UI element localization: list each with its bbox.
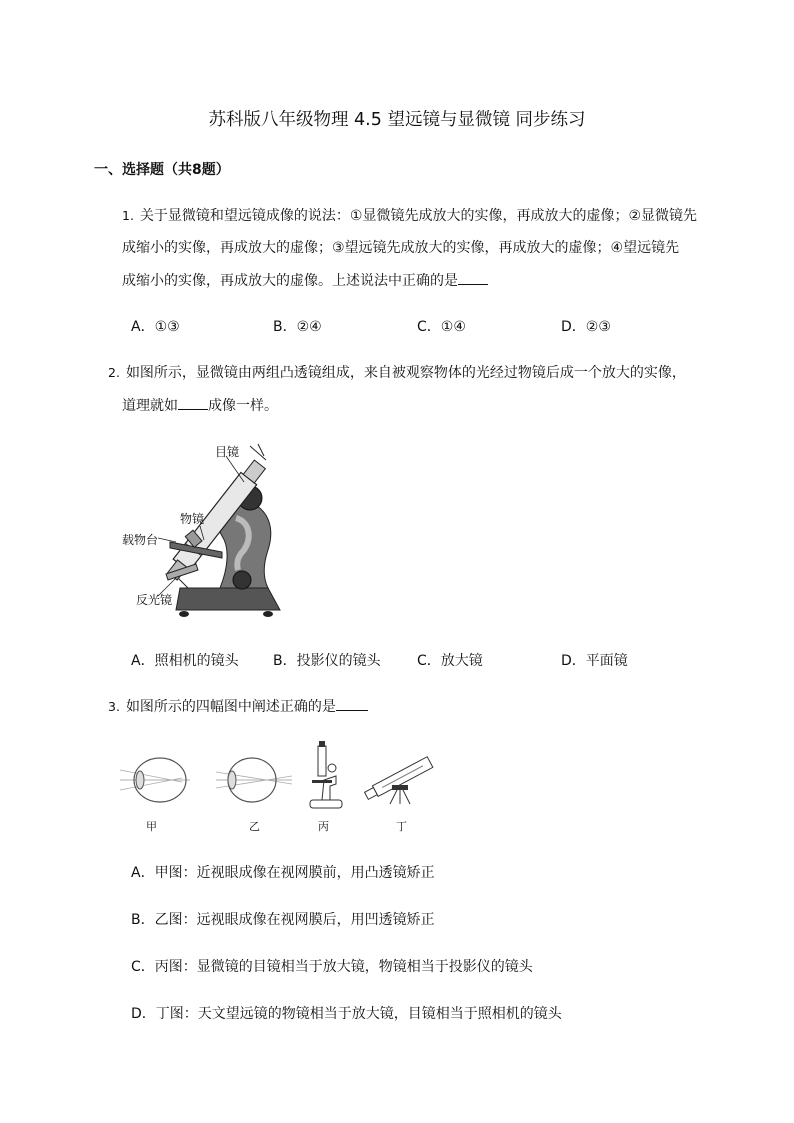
eye-diagram-jia xyxy=(120,752,192,808)
question-3-option-d[interactable]: D．丁图：天文望远镜的物镜相当于放大镜，目镜相当于照相机的镜头 xyxy=(131,1006,562,1022)
question-3-text-1: 如图所示的四幅图中阐述正确的是 xyxy=(125,699,336,715)
question-2-text-2a: 道理就如 xyxy=(122,398,178,414)
question-2-number: 2. xyxy=(108,365,120,380)
question-2-line-2 xyxy=(122,395,278,415)
figure-label-yi: 乙 xyxy=(249,820,260,833)
telescope-diagram-ding xyxy=(360,752,442,808)
label-stage: 载物台 xyxy=(122,533,159,547)
question-3-option-b[interactable]: B．乙图：远视眼成像在视网膜后，用凹透镜矫正 xyxy=(131,912,435,928)
question-1-line-2: 成缩小的实像，再成放大的虚像；③望远镜先成放大的实像，再成放大的虚像；④望远镜先 xyxy=(122,240,680,256)
question-2-option-d[interactable]: D．平面镜 xyxy=(561,653,628,669)
question-1-text-3: 成缩小的实像，再成放大的虚像。上述说法中正确的是 xyxy=(122,273,458,289)
section-heading: 一、选择题（共8题） xyxy=(94,162,230,178)
question-1-text-1: 关于显微镜和望远镜成像的说法：①显微镜先成放大的实像，再成放大的虚像；②显微镜先 xyxy=(139,208,698,224)
figure-label-ding: 丁 xyxy=(396,820,407,833)
question-2-option-c[interactable]: C．放大镜 xyxy=(417,653,483,669)
label-objective: 物镜 xyxy=(180,512,205,526)
question-2-line-1 xyxy=(108,362,686,382)
question-3-option-a[interactable]: A．甲图：近视眼成像在视网膜前，用凸透镜矫正 xyxy=(131,865,435,881)
question-3-line-1 xyxy=(108,696,368,716)
question-3-option-c[interactable]: C．丙图：显微镜的目镜相当于放大镜，物镜相当于投影仪的镜头 xyxy=(131,959,533,975)
microscope-diagram-bing xyxy=(302,740,348,812)
figure-label-bing: 丙 xyxy=(318,820,329,833)
question-3-number: 3. xyxy=(108,699,120,714)
document-title: 苏科版八年级物理 4.5 望远镜与显微镜 同步练习 xyxy=(208,110,586,130)
answer-blank xyxy=(336,698,368,711)
question-1-option-a[interactable]: A．①③ xyxy=(131,319,180,335)
question-2-text-2b: 成像一样。 xyxy=(208,398,278,414)
label-eyepiece: 目镜 xyxy=(215,445,240,459)
question-2-option-b[interactable]: B．投影仪的镜头 xyxy=(273,653,381,669)
question-1-option-b[interactable]: B．②④ xyxy=(273,319,322,335)
figure-label-jia: 甲 xyxy=(146,820,157,833)
question-1-line-1 xyxy=(122,205,697,225)
eye-diagram-yi xyxy=(216,752,296,808)
question-1-option-c[interactable]: C．①④ xyxy=(417,319,466,335)
question-2-text-1: 如图所示，显微镜由两组凸透镜组成，来自被观察物体的光经过物镜后成一个放大的实像， xyxy=(125,365,686,381)
question-2-option-a[interactable]: A．照相机的镜头 xyxy=(131,653,239,669)
question-1-option-d[interactable]: D．②③ xyxy=(561,319,611,335)
question-1-line-3 xyxy=(122,270,488,290)
answer-blank xyxy=(458,272,488,285)
question-1-number: 1. xyxy=(122,208,134,223)
label-mirror: 反光镜 xyxy=(136,593,173,607)
answer-blank xyxy=(178,397,208,410)
